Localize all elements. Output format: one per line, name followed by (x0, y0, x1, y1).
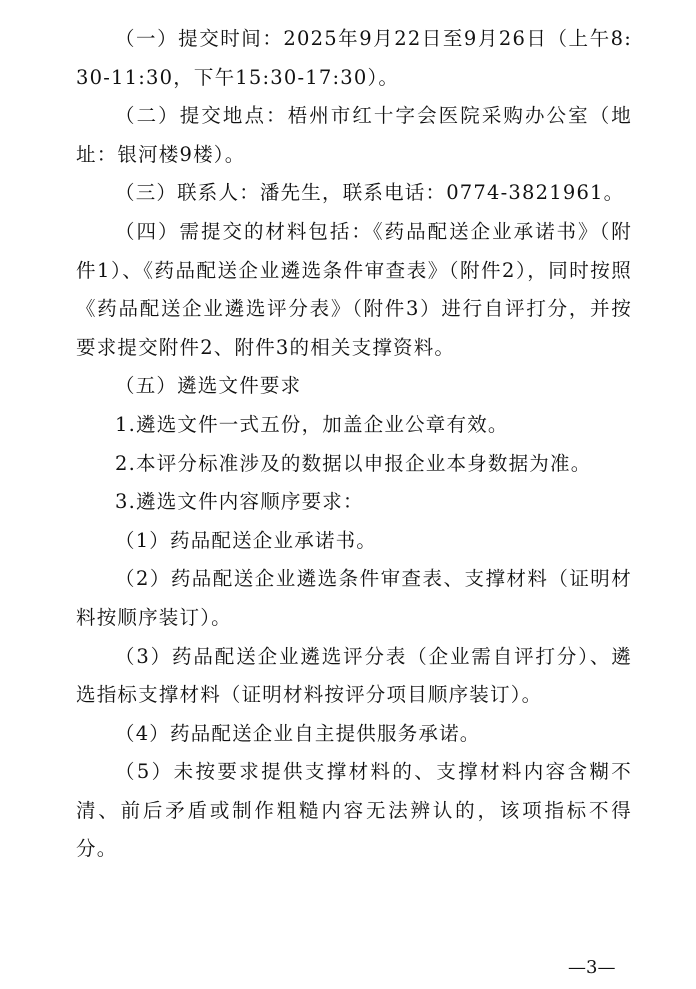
paragraph-required-materials: （四）需提交的材料包括：《药品配送企业承诺书》（附件1）、《药品配送企业遴选条件审查表》（附件2），同时按照《药品配送企业遴选评分表》（附件3）进行自评打分，并按要求提交附件2、附件3的相关支撑资料。 (76, 219, 632, 359)
paragraph-submission-time: （一）提交时间：2025年9月22日至9月26日（上午8:30-11:30，下午15:30-17:30）。 (76, 27, 632, 89)
paragraph-requirement-2: 2.本评分标准涉及的数据以申报企业本身数据为准。 (115, 451, 592, 475)
paragraph-order-item-3: （3）药品配送企业遴选评分表（企业需自评打分）、遴选指标支撑材料（证明材料按评分项目顺序装订）。 (76, 644, 632, 707)
page-number: —3— (568, 957, 616, 978)
paragraph-selection-file-requirements-heading: （五）遴选文件要求 (115, 374, 302, 398)
paragraph-contact: （三）联系人：潘先生，联系电话：0774-3821961。 (115, 181, 625, 205)
paragraph-requirement-1: 1.遴选文件一式五份，加盖企业公章有效。 (115, 412, 509, 436)
paragraph-order-item-4: （4）药品配送企业自主提供服务承诺。 (115, 721, 481, 745)
paragraph-requirement-3: 3.遴选文件内容顺序要求： (115, 490, 364, 514)
paragraph-order-item-1: （1）药品配送企业承诺书。 (115, 528, 378, 552)
paragraph-submission-location: （二）提交地点：梧州市红十字会医院采购办公室（地址：银河楼9楼）。 (76, 104, 632, 166)
document-body (76, 20, 632, 869)
paragraph-order-item-5: （5）未按要求提供支撑材料的、支撑材料内容含糊不清、前后矛盾或制作粗糙内容无法辨认的，该项指标不得分。 (76, 760, 632, 861)
paragraph-order-item-2: （2）药品配送企业遴选条件审查表、支撑材料（证明材料按顺序装订）。 (76, 567, 632, 629)
